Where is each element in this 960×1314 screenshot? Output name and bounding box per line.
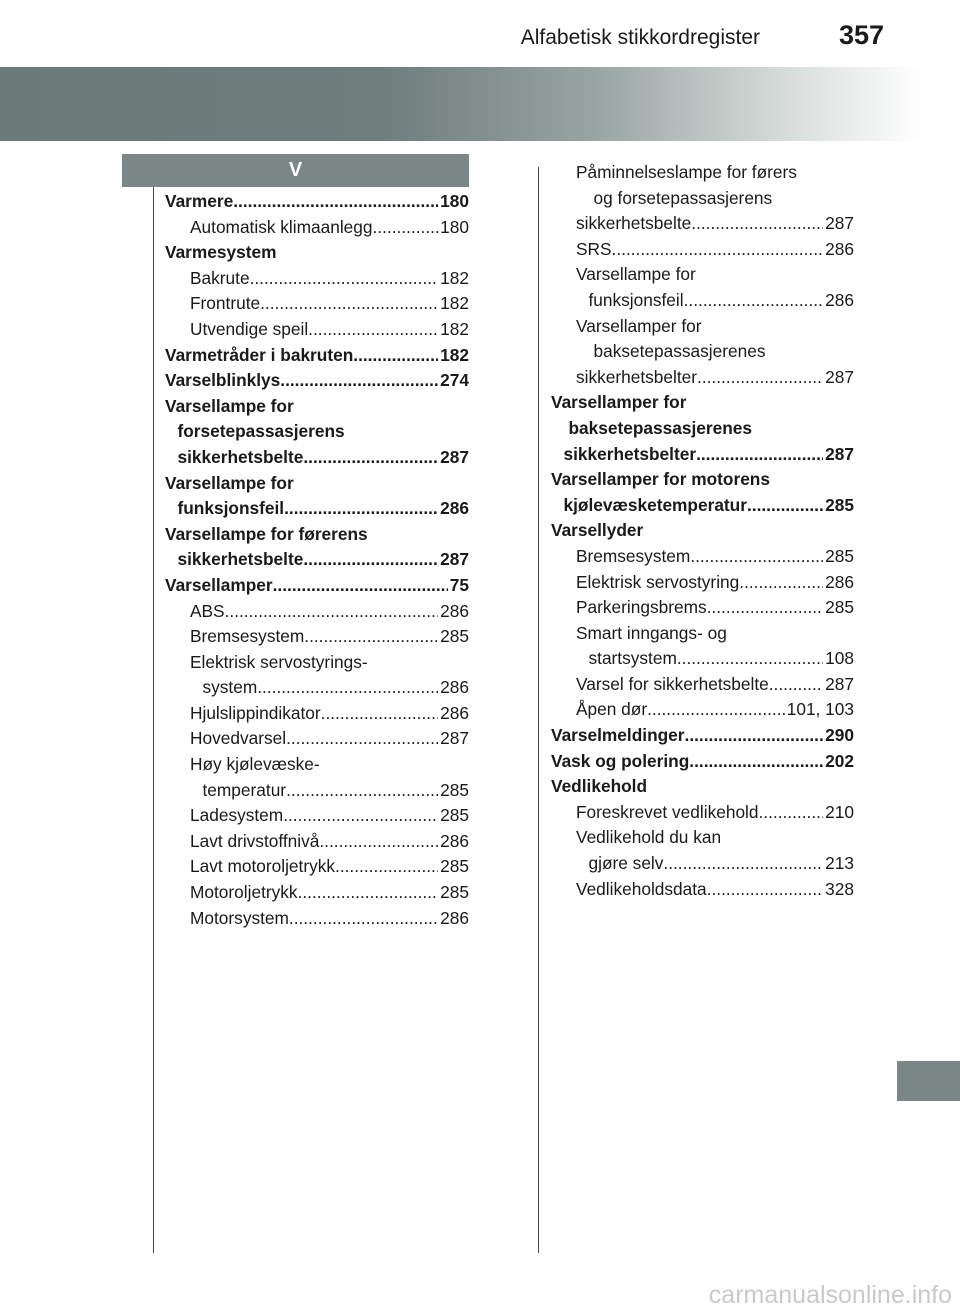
column-divider-left	[153, 187, 154, 1253]
index-entry-page: 286	[825, 571, 854, 592]
dot-leader	[273, 573, 448, 599]
index-column-left	[165, 189, 469, 931]
index-entry-term: Vedlikehold du kan	[576, 827, 722, 848]
index-entry	[551, 416, 854, 442]
dot-leader	[769, 672, 823, 698]
dot-leader	[304, 624, 438, 650]
index-entry-term: Foreskrevet vedlikehold	[576, 801, 759, 822]
page-header	[0, 0, 960, 62]
dot-leader	[691, 211, 823, 237]
dot-leader	[298, 880, 439, 906]
index-entry-term: Utvendige speil	[190, 318, 309, 339]
index-entry	[165, 266, 469, 292]
index-entry-page: 286	[440, 600, 469, 621]
index-entry-term: Varsellamper for	[576, 315, 702, 336]
index-entry	[165, 317, 469, 343]
index-entry-page: 182	[440, 318, 469, 339]
index-entry	[551, 442, 854, 468]
dot-leader	[319, 829, 438, 855]
index-entry	[551, 390, 854, 416]
dot-leader	[286, 778, 438, 804]
index-entry	[165, 675, 469, 701]
index-entry-page: 286	[440, 702, 469, 723]
index-entry-term: gjøre selv	[588, 853, 664, 874]
column-divider-right	[538, 167, 539, 1253]
index-entry	[165, 778, 469, 804]
index-entry-term: Åpen dør	[576, 699, 648, 720]
index-entry	[165, 547, 469, 573]
index-entry-term: Varmetråder i bakruten	[165, 344, 354, 365]
index-entry	[551, 621, 854, 647]
index-entry	[551, 825, 854, 851]
index-entry-term: sikkerhetsbelte	[177, 446, 304, 467]
dot-leader	[289, 906, 438, 932]
index-entry-term: Bremsesystem	[190, 626, 305, 647]
index-entry-term: Varsel for sikkerhetsbelte	[576, 673, 769, 694]
index-entry-term: Hjulslippindikator	[190, 702, 321, 723]
index-entry	[165, 189, 469, 215]
index-entry	[165, 906, 469, 932]
dot-leader	[250, 266, 439, 292]
dot-leader	[260, 291, 438, 317]
dot-leader	[747, 493, 823, 519]
index-entry-term: baksetepassasjerenes	[568, 417, 753, 438]
index-entry	[165, 522, 469, 548]
index-entry-page: 287	[440, 446, 469, 467]
dot-leader	[335, 854, 438, 880]
index-entry	[551, 544, 854, 570]
dot-leader	[707, 877, 823, 903]
index-entry-page: 285	[440, 626, 469, 647]
index-entry-page: 285	[825, 597, 854, 618]
index-entry-term: Vedlikeholdsdata	[576, 878, 707, 899]
index-entry-term: Hovedvarsel	[190, 728, 287, 749]
dot-leader	[353, 343, 438, 369]
dot-leader	[303, 445, 438, 471]
index-entry	[551, 288, 854, 314]
index-entry	[551, 365, 854, 391]
index-entry-term: Bremsesystem	[576, 545, 691, 566]
dot-leader	[233, 189, 438, 215]
index-entry-page: 210	[825, 801, 854, 822]
index-entry	[165, 650, 469, 676]
index-entry-page: 287	[825, 673, 854, 694]
dot-leader	[225, 599, 439, 625]
index-entry	[165, 726, 469, 752]
index-entry-page: 290	[825, 725, 854, 746]
index-entry-term: Varmesystem	[165, 242, 277, 263]
dot-leader	[684, 288, 824, 314]
index-entry	[165, 599, 469, 625]
dot-leader	[663, 851, 823, 877]
index-entry-term: Varselmeldinger	[551, 725, 685, 746]
index-entry	[551, 339, 854, 365]
index-entry	[551, 697, 854, 723]
index-entry-term: Motorsystem	[190, 907, 289, 928]
index-entry-term: Bakrute	[190, 267, 250, 288]
index-entry-page: 285	[440, 779, 469, 800]
index-entry-page: 287	[440, 728, 469, 749]
index-entry-term: Vedlikehold	[551, 776, 648, 797]
index-entry-page: 285	[440, 882, 469, 903]
index-entry-term: Varselblinklys	[165, 370, 281, 391]
index-entry	[551, 800, 854, 826]
index-entry-term: kjølevæsketemperatur	[563, 494, 747, 515]
index-entry-page: 286	[440, 498, 469, 519]
index-entry-term: sikkerhetsbelter	[576, 366, 698, 387]
index-entry-page: 75	[449, 574, 469, 595]
index-entry-term: Ladesystem	[190, 805, 284, 826]
page-title: Alfabetisk stikkordregister	[520, 26, 760, 49]
index-entry	[165, 215, 469, 241]
index-entry-page: 285	[440, 856, 469, 877]
index-entry-page: 180	[440, 191, 469, 211]
index-entry-page: 285	[825, 494, 854, 515]
dot-leader	[257, 675, 438, 701]
index-entry-page: 286	[825, 238, 854, 259]
index-entry-page: 213	[825, 853, 854, 874]
dot-leader	[707, 595, 824, 621]
index-entry	[165, 394, 469, 420]
index-entry-page: 287	[825, 213, 854, 234]
index-entry-page: 287	[825, 366, 854, 387]
index-entry-term: sikkerhetsbelter	[563, 443, 697, 464]
index-entry-term: ABS	[190, 600, 225, 621]
index-entry	[165, 368, 469, 394]
dot-leader	[690, 544, 823, 570]
index-entry	[165, 240, 469, 266]
index-entry-term: Høy kjølevæske-	[190, 754, 320, 775]
dot-leader	[284, 496, 438, 522]
index-entry	[551, 749, 854, 775]
index-entry-page: 285	[825, 545, 854, 566]
index-entry	[551, 518, 854, 544]
index-entry	[551, 774, 854, 800]
index-entry-page: 182	[440, 293, 469, 314]
index-entry	[551, 493, 854, 519]
index-entry-term: Lavt motoroljetrykk	[190, 856, 336, 877]
index-entry-term: Varmere	[165, 191, 234, 211]
index-entry-term: forsetepassasjerens	[177, 421, 345, 442]
index-entry	[551, 237, 854, 263]
index-entry	[165, 803, 469, 829]
index-entry	[551, 723, 854, 749]
index-entry-term: Smart inngangs- og	[576, 622, 727, 643]
index-entry	[551, 314, 854, 340]
dot-leader	[677, 646, 823, 672]
index-entry	[165, 419, 469, 445]
index-entry-term: baksetepassasjerenes	[593, 341, 766, 362]
index-entry-term: Varsellampe for	[165, 395, 294, 416]
dot-leader	[739, 570, 823, 596]
index-entry-term: startsystem	[588, 648, 677, 669]
index-entry	[551, 646, 854, 672]
index-entry	[165, 880, 469, 906]
index-entry-page: 101, 103	[786, 699, 854, 720]
index-entry	[551, 672, 854, 698]
index-entry	[551, 877, 854, 903]
index-entry-page: 182	[440, 267, 469, 288]
index-entry-term: Varsellamper for	[551, 392, 687, 413]
index-entry	[551, 595, 854, 621]
index-entry-page: 286	[825, 289, 854, 310]
index-entry-page: 182	[440, 344, 469, 365]
index-entry-page: 202	[825, 750, 854, 771]
index-entry	[551, 851, 854, 877]
index-entry	[551, 570, 854, 596]
index-entry	[165, 854, 469, 880]
index-entry-term: Parkeringsbrems	[576, 597, 707, 618]
index-entry-page: 108	[825, 648, 854, 669]
page-number: 357	[838, 20, 884, 50]
index-entry-page: 287	[440, 549, 469, 570]
index-entry	[165, 445, 469, 471]
watermark: carmanualsonline.info	[708, 1281, 952, 1309]
index-entry-term: Vask og polering	[551, 750, 690, 771]
index-entry-term: sikkerhetsbelte	[576, 213, 692, 234]
index-entry-term: Frontrute	[190, 293, 261, 314]
index-entry	[165, 343, 469, 369]
dot-leader	[612, 237, 824, 263]
dot-leader	[280, 368, 438, 394]
index-entry-term: Motoroljetrykk	[190, 882, 298, 903]
dot-leader	[283, 803, 438, 829]
index-entry	[551, 467, 854, 493]
dot-leader	[685, 723, 824, 749]
header-band	[0, 67, 960, 141]
dot-leader	[373, 215, 439, 241]
dot-leader	[321, 701, 439, 727]
index-entry-term: Varsellampe for førerens	[165, 523, 368, 544]
index-entry	[165, 624, 469, 650]
index-entry-page: 287	[825, 443, 854, 464]
index-entry-term: Varsellamper	[165, 574, 273, 595]
index-entry-term: Automatisk klimaanlegg	[190, 216, 373, 237]
index-entry	[551, 186, 854, 212]
section-letter-header: V	[122, 154, 469, 187]
index-entry-page: 328	[825, 878, 854, 899]
index-entry-page: 274	[440, 370, 469, 391]
dot-leader	[689, 749, 823, 775]
dot-leader	[303, 547, 438, 573]
index-entry-term: funksjonsfeil	[588, 289, 684, 310]
index-entry-term: Varsellyder	[551, 520, 644, 541]
dot-leader	[286, 726, 438, 752]
index-entry	[165, 829, 469, 855]
index-entry	[165, 573, 469, 599]
dot-leader	[759, 800, 824, 826]
index-entry-page: 286	[440, 830, 469, 851]
index-column-right	[551, 160, 854, 902]
dot-leader	[647, 697, 785, 723]
index-entry-term: Påminnelseslampe for førers	[576, 162, 797, 182]
index-entry-page: 286	[440, 677, 469, 698]
chapter-tab	[897, 1061, 960, 1101]
index-entry-term: og forsetepassasjerens	[593, 187, 773, 208]
index-entry	[165, 471, 469, 497]
index-entry-term: Elektrisk servostyrings-	[190, 651, 368, 672]
index-entry-term: Varsellampe for	[165, 472, 294, 493]
dot-leader	[696, 442, 823, 468]
index-entry-term: SRS	[576, 238, 612, 259]
index-entry-term: Varsellampe for	[576, 264, 696, 285]
index-entry-page: 285	[440, 805, 469, 826]
dot-leader	[308, 317, 438, 343]
index-entry	[165, 291, 469, 317]
index-entry	[165, 701, 469, 727]
index-entry-term: funksjonsfeil	[177, 498, 285, 519]
index-entry-term: system	[202, 677, 258, 698]
dot-leader	[697, 365, 823, 391]
index-entry-page: 180	[440, 216, 469, 237]
index-entry-term: temperatur	[202, 779, 287, 800]
index-entry	[165, 752, 469, 778]
index-entry	[551, 211, 854, 237]
index-entry-term: Varsellamper for motorens	[551, 469, 770, 490]
index-entry-term: sikkerhetsbelte	[177, 549, 304, 570]
index-entry	[551, 160, 854, 186]
index-entry-term: Elektrisk servostyring	[576, 571, 740, 592]
index-entry-page: 286	[440, 907, 469, 928]
index-entry-term: Lavt drivstoffnivå	[190, 830, 320, 851]
index-entry	[165, 496, 469, 522]
index-entry	[551, 262, 854, 288]
